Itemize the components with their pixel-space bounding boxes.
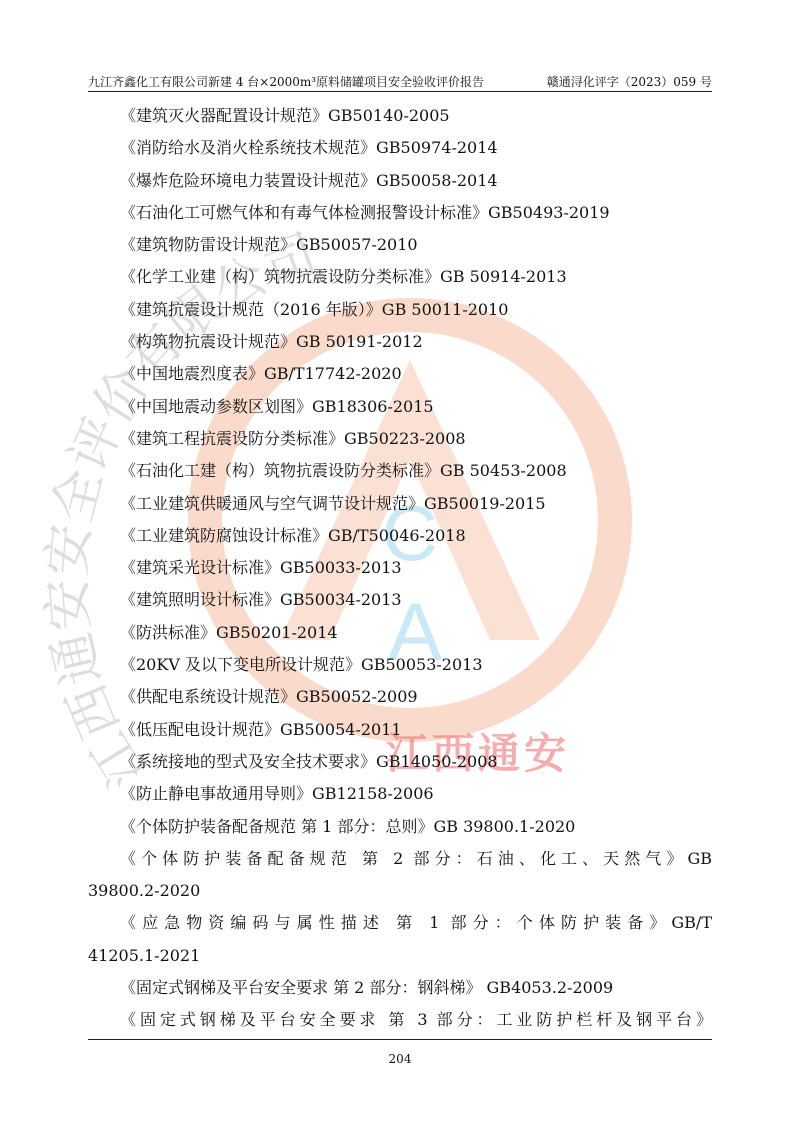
page-header <box>88 70 712 90</box>
standard-item: 《个体防护装备配备规范 第 1 部分：总则》GB 39800.1-2020 <box>120 816 576 836</box>
standard-item: 《化学工业建（构）筑物抗震设防分类标准》GB 50914-2013 <box>120 267 567 287</box>
watermark-letter-c: C <box>381 489 439 577</box>
standards-list <box>88 100 712 1037</box>
standard-item: 《系统接地的型式及安全技术要求》GB14050-2008 <box>120 751 498 771</box>
standard-item: 《石油化工可燃气体和有毒气体检测报警设计标准》GB50493-2019 <box>120 202 610 222</box>
standard-item: 《消防给水及消火栓系统技术规范》GB50974-2014 <box>120 138 498 158</box>
standard-item: 《工业建筑供暖通风与空气调节设计规范》GB50019-2015 <box>120 493 546 513</box>
standard-item: 《防洪标准》GB50201-2014 <box>120 622 338 642</box>
standard-item: 《固定式钢梯及平台安全要求 第 2 部分：钢斜梯》 GB4053.2-2009 <box>120 978 614 998</box>
footer-rule <box>88 1039 712 1040</box>
standard-item: 《20KV 及以下变电所设计规范》GB50053-2013 <box>120 655 483 675</box>
watermark-company-path: 江西通安安全评价有限公司 <box>36 223 325 798</box>
standard-item: 《爆炸危险环境电力装置设计规范》GB50058-2014 <box>120 170 498 190</box>
standard-item: 《低压配电设计规范》GB50054-2011 <box>120 719 402 739</box>
header-rule <box>88 91 712 92</box>
standard-item: 《建筑物防雷设计规范》GB50057-2010 <box>120 235 418 255</box>
standard-item: 《工业建筑防腐蚀设计标准》GB/T50046-2018 <box>120 525 466 545</box>
standard-item: 《中国地震烈度表》GB/T17742-2020 <box>120 364 402 384</box>
standard-item: 《建筑采光设计标准》GB50033-2013 <box>120 558 402 578</box>
standard-item: 《石油化工建（构）筑物抗震设防分类标准》GB 50453-2008 <box>120 461 567 481</box>
standard-item: 《建筑灭火器配置设计规范》GB50140-2005 <box>120 106 450 125</box>
standard-item-wrapped-cont: 41205.1-2021 <box>88 945 201 965</box>
page-number: 204 <box>388 1052 412 1066</box>
watermark-brand-text: 江西通安 <box>385 729 571 778</box>
standard-item-wrapped-first: 《个体防护装备配备规范 第 2 部分：石油、化工、天然气》GB <box>120 848 712 868</box>
header-report-number: 赣通浔化评字（2023）059 号 <box>546 75 712 89</box>
standard-item: 《供配电系统设计规范》GB50052-2009 <box>120 687 418 707</box>
standard-item-wrapped-first: 《应急物资编码与属性描述 第 1 部分：个体防护装备》GB/T <box>120 913 712 933</box>
standard-item: 《建筑工程抗震设防分类标准》GB50223-2008 <box>120 428 466 448</box>
standard-item: 《防止静电事故通用导则》GB12158-2006 <box>120 784 434 804</box>
standard-item-wrapped-first: 《固定式钢梯及平台安全要求 第 3 部分：工业防护栏杆及钢平台》 <box>120 1010 712 1030</box>
standard-item-wrapped-cont: 39800.2-2020 <box>88 881 201 901</box>
standard-item: 《构筑物抗震设计规范》GB 50191-2012 <box>120 332 423 352</box>
standard-item: 《中国地震动参数区划图》GB18306-2015 <box>120 396 434 416</box>
watermark-letter-a: A <box>387 587 443 678</box>
header-report-title: 九江齐鑫化工有限公司新建 4 台×2000m³原料储罐项目安全验收评价报告 <box>88 75 485 89</box>
standard-item: 《建筑照明设计标准》GB50034-2013 <box>120 590 402 610</box>
standard-item: 《建筑抗震设计规范（2016 年版）》GB 50011-2010 <box>120 299 509 319</box>
